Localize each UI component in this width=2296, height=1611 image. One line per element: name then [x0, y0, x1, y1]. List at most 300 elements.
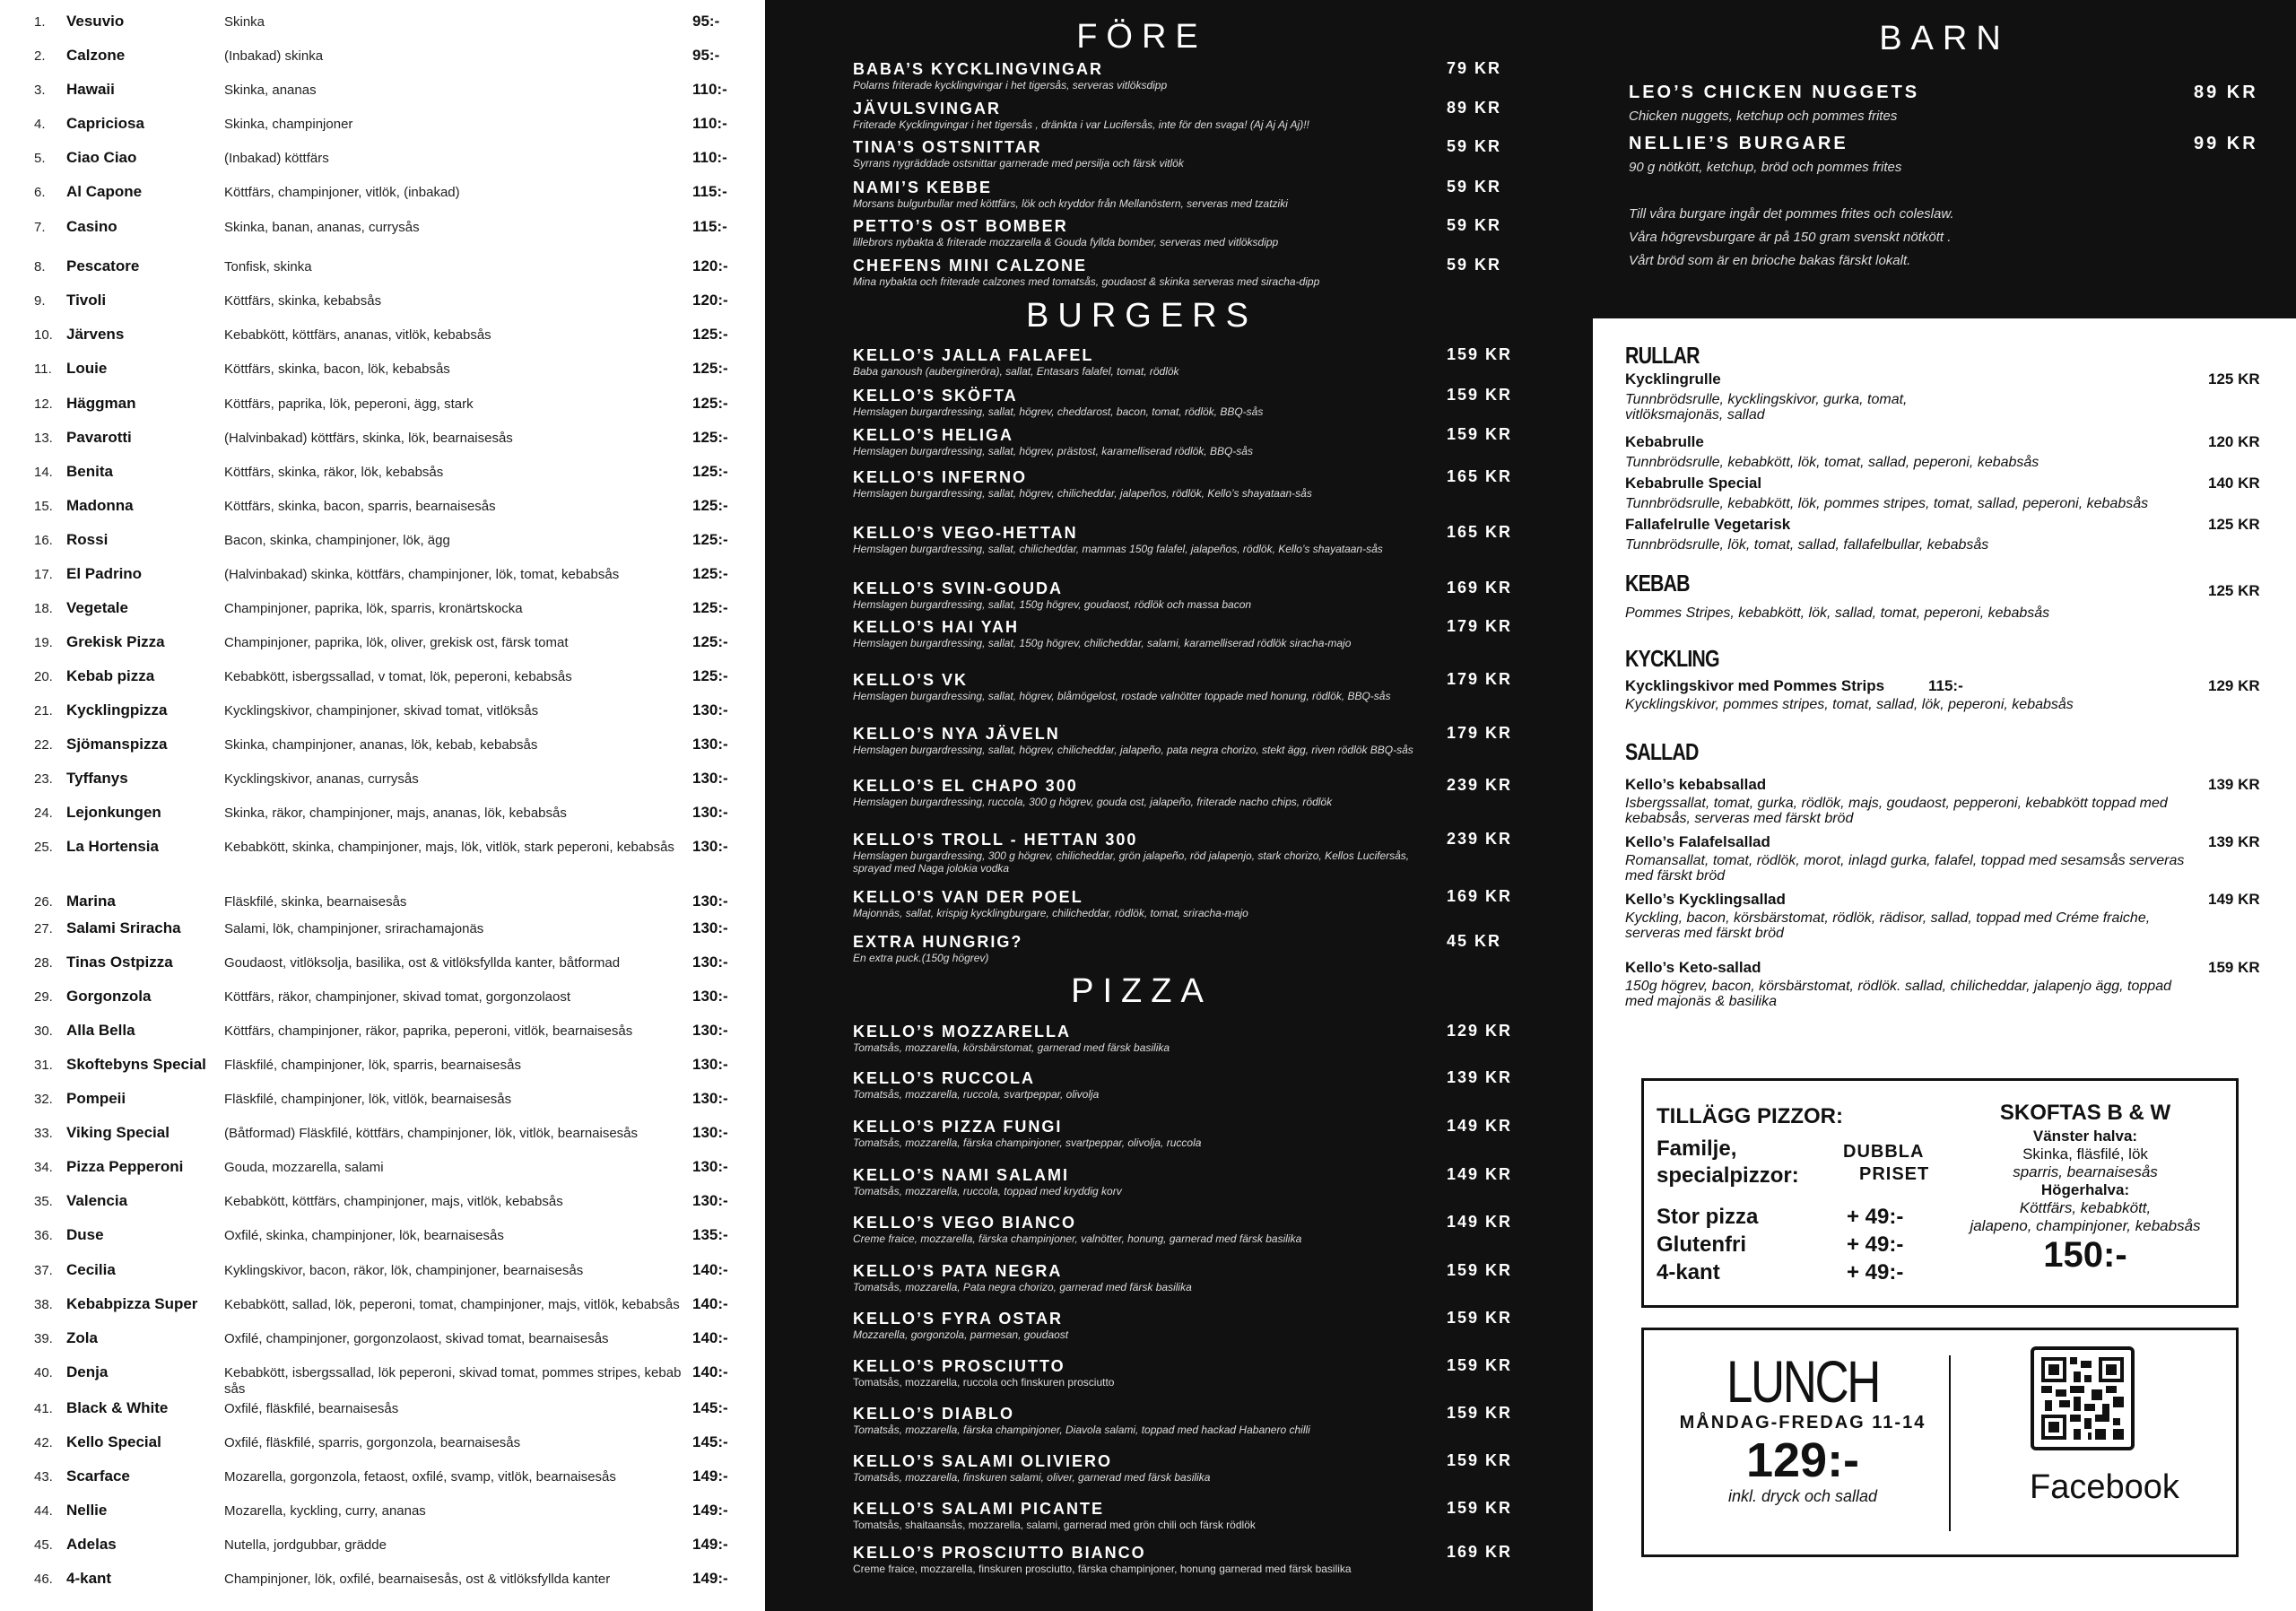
pizza-number: 38.	[34, 1297, 53, 1312]
menu-item	[853, 932, 1427, 964]
menu-item-desc: Tomatsås, mozzarella, färska champinjoner, svartpeppar, olivolja, ruccola	[853, 1136, 1202, 1149]
pizza-price: 140:-	[692, 1329, 728, 1346]
pizza-desc: (Halvinbakad) skinka, köttfärs, champinjoner, lök, tomat, kebabsås	[224, 567, 620, 582]
pizza-desc: Kebabkött, köttfärs, ananas, vitlök, kebabsås	[224, 327, 491, 343]
pizza-name: Alla Bella	[66, 1022, 135, 1039]
pizza-desc: Skinka, ananas	[224, 83, 317, 98]
menu-item-name: KELLO’S PROSCIUTTO BIANCO	[853, 1544, 1146, 1562]
pizza-row	[0, 1158, 765, 1189]
pizza-row	[0, 1124, 765, 1154]
pizza-row	[0, 919, 765, 950]
pizza-row	[0, 218, 765, 248]
pizza-desc: Champinjoner, paprika, lök, sparris, kronärtskocka	[224, 601, 523, 616]
pizza-name: Kebab pizza	[66, 667, 155, 684]
pizza-name: Hawaii	[66, 81, 115, 98]
menu-item-price: 179 KR	[1447, 617, 1513, 635]
pizza-price: 125:-	[692, 326, 728, 343]
pizza-price: 110:-	[692, 81, 727, 98]
menu-item	[853, 1068, 1427, 1101]
sallad-item-price: 149 KR	[2208, 891, 2260, 908]
pizza-price: 130:-	[692, 838, 728, 855]
pizza-price: 130:-	[692, 1090, 728, 1107]
menu-item	[853, 670, 1427, 702]
menu-item-name: KELLO’S HELIGA	[853, 426, 1014, 444]
pizza-number: 17.	[34, 567, 53, 582]
pizza-number: 34.	[34, 1160, 53, 1175]
pizza-name: Vegetale	[66, 599, 128, 616]
pizza-number: 9.	[34, 293, 46, 309]
menu-item-desc: Hemslagen burgardressing, sallat, högrev, chilicheddar, jalapeños, rödlök, Kello’s shayataan-sås	[853, 487, 1312, 500]
pizza-desc: Fläskfilé, skinka, bearnaisesås	[224, 894, 407, 910]
pizza-desc: Gouda, mozzarella, salami	[224, 1160, 384, 1175]
pizza-number: 1.	[34, 14, 46, 30]
menu-item-name: KELLO’S NAMI SALAMI	[853, 1166, 1069, 1184]
pizza-price: 130:-	[692, 954, 728, 971]
pizza-number: 19.	[34, 635, 53, 650]
pizza-row	[0, 770, 765, 800]
pizza-row	[0, 13, 765, 43]
menu-item-price: 169 KR	[1447, 887, 1513, 905]
menu-item-price: 79 KR	[1447, 59, 1502, 77]
pizza-row	[0, 326, 765, 356]
pizza-number: 5.	[34, 151, 46, 166]
pizza-row	[0, 565, 765, 596]
menu-item-name: KELLO’S TROLL - HETTAN 300	[853, 831, 1138, 849]
pizza-name: Pescatore	[66, 257, 140, 274]
pizza-name: Kello Special	[66, 1433, 161, 1450]
lunch-note: inkl. dryck och sallad	[1727, 1487, 1878, 1505]
rullar-item-name: Fallafelrulle Vegetarisk	[1625, 516, 1791, 533]
skoftas-title: SKOFTAS B & W	[1999, 1101, 2171, 1125]
menu-item-price: 169 KR	[1447, 579, 1513, 597]
rullar-item-price: 125 KR	[2208, 516, 2260, 533]
pizza-desc: Oxfilé, fläskfilé, bearnaisesås	[224, 1401, 399, 1416]
pizza-number: 39.	[34, 1331, 53, 1346]
menu-item-price: 129 KR	[1447, 1022, 1513, 1040]
menu-item-name: KELLO’S FYRA OSTAR	[853, 1310, 1063, 1328]
menu-item	[853, 1213, 1427, 1245]
pizza-price: 125:-	[692, 667, 728, 684]
pizza-row	[0, 988, 765, 1018]
pizza-price: 130:-	[692, 1192, 728, 1209]
menu-item-name: KELLO’S NYA JÄVELN	[853, 725, 1060, 743]
menu-item	[853, 216, 1427, 248]
pizza-name: Zola	[66, 1329, 98, 1346]
pizza-name: Tinas Ostpizza	[66, 954, 173, 971]
pizza-desc: Oxfilé, skinka, champinjoner, lök, bearnaisesås	[224, 1228, 504, 1243]
pizza-row	[0, 1329, 765, 1360]
menu-item-name: KELLO’S VK	[853, 671, 969, 689]
pizza-number: 21.	[34, 703, 53, 718]
pizza-name: Vesuvio	[66, 13, 125, 30]
menu-item-desc: Hemslagen burgardressing, sallat, högrev, cheddarost, bacon, tomat, rödlök, BBQ-sås	[853, 405, 1264, 418]
pizza-name: Salami Sriracha	[66, 919, 181, 936]
menu-item	[853, 1543, 1427, 1575]
pizza-desc: Bacon, skinka, champinjoner, lök, ägg	[224, 533, 450, 548]
menu-item-name: KELLO’S SALAMI OLIVIERO	[853, 1452, 1113, 1470]
rullar-item-price: 125 KR	[2208, 370, 2260, 388]
sallad-item-name: Kello’s Falafelsallad	[1625, 833, 1770, 850]
barn-item-desc: Chicken nuggets, ketchup och pommes frites	[1629, 109, 1898, 124]
rullar-item-name: Kebabrulle	[1625, 433, 1704, 450]
menu-item-desc: Mozzarella, gorgonzola, parmesan, goudaost	[853, 1328, 1069, 1341]
menu-item-desc: Polarns friterade kycklingvingar i het tigersås, serveras vitlöksdipp	[853, 79, 1168, 91]
pizza-number: 14.	[34, 465, 53, 480]
pizza-row	[0, 429, 765, 459]
menu-item	[853, 345, 1427, 378]
menu-item-name: KELLO’S SVIN-GOUDA	[853, 579, 1064, 597]
pizza-number: 20.	[34, 669, 53, 684]
pizza-row	[0, 292, 765, 322]
kyckling-name: Kycklingskivor med Pommes Strips	[1625, 677, 1885, 694]
pizza-desc: Köttfärs, champinjoner, räkor, paprika, peperoni, vitlök, bearnaisesås	[224, 1023, 633, 1039]
pizza-desc: Köttfärs, skinka, bacon, sparris, bearnaisesås	[224, 499, 496, 514]
menu-item	[853, 1309, 1427, 1341]
pizza-desc: Skinka	[224, 14, 265, 30]
pizza-number: 22.	[34, 737, 53, 753]
barn-note: Vårt bröd som är en brioche bakas färskt lokalt.	[1629, 253, 1911, 268]
rullar-item-desc: Tunnbrödsrulle, kebabkött, lök, tomat, sallad, peperoni, kebabsås	[1625, 455, 2039, 470]
pizza-number: 41.	[34, 1401, 53, 1416]
pizza-number: 46.	[34, 1572, 53, 1587]
pizza-number: 42.	[34, 1435, 53, 1450]
pizza-number: 43.	[34, 1469, 53, 1485]
pizza-name: Louie	[66, 360, 108, 377]
pizza-row	[0, 257, 765, 288]
sallad-item-name: Kello’s Keto-sallad	[1625, 959, 1761, 976]
kyckling-extra: 115:-	[1928, 677, 1963, 694]
menu-item-price: 159 KR	[1447, 345, 1513, 363]
pizza-price: 120:-	[692, 257, 728, 274]
menu-item	[853, 386, 1427, 418]
pizza-number: 23.	[34, 771, 53, 787]
pizza-name: Gorgonzola	[66, 988, 152, 1005]
barn-item-name: NELLIE’S BURGARE	[1629, 134, 1848, 153]
pizza-number: 11.	[34, 361, 52, 377]
pizza-name: Tivoli	[66, 292, 107, 309]
pizza-price: 125:-	[692, 395, 728, 412]
pizza-price: 140:-	[692, 1295, 728, 1312]
kyckling-heading: KYCKLING	[1625, 645, 1719, 672]
sallad-item-price: 159 KR	[2208, 959, 2260, 976]
pizza-name: Nellie	[66, 1502, 108, 1519]
pizza-number: 15.	[34, 499, 53, 514]
pizza-name: Pizza Pepperoni	[66, 1158, 184, 1175]
rullar-item-name: Kycklingrulle	[1625, 370, 1721, 388]
pizza-price: 130:-	[692, 804, 728, 821]
menu-item-name: JÄVULSVINGAR	[853, 100, 1002, 118]
qr-code-icon	[2041, 1357, 2124, 1440]
pizza-number: 40.	[34, 1365, 53, 1380]
rullar-item-name: Kebabrulle Special	[1625, 475, 1762, 492]
pizza-desc: Kycklingskivor, ananas, currysås	[224, 771, 419, 787]
pizza-row	[0, 1295, 765, 1326]
pizza-price: 110:-	[692, 149, 727, 166]
pizza-price: 130:-	[692, 1022, 728, 1039]
sallad-item-name: Kello’s kebabsallad	[1625, 776, 1767, 793]
barn-note: Våra högrevsburgare är på 150 gram svenskt nötkött .	[1629, 230, 1952, 245]
pizza-desc: Nutella, jordgubbar, grädde	[224, 1537, 387, 1553]
pizza-row	[0, 667, 765, 698]
rullar-item-desc: Tunnbrödsrulle, lök, tomat, sallad, fallafelbullar, kebabsås	[1625, 537, 1989, 553]
pizza-number: 27.	[34, 921, 53, 936]
pizza-number: 6.	[34, 185, 46, 200]
qr-code[interactable]	[2031, 1346, 2135, 1450]
pizza-desc: Kebabkött, sallad, lök, peperoni, tomat, champinjoner, majs, vitlök, kebabsås	[224, 1297, 680, 1312]
pizza-name: Kycklingpizza	[66, 701, 168, 718]
menu-item	[853, 1356, 1427, 1389]
pizza-desc: Salami, lök, champinjoner, srirachamajonäs	[224, 921, 484, 936]
menu-item-desc: Hemslagen burgardressing, sallat, högrev, prästost, karamelliserad rödlök, BBQ-sås	[853, 445, 1253, 457]
menu-item-name: KELLO’S PATA NEGRA	[853, 1262, 1063, 1280]
tillagg-familje: Familje,	[1657, 1136, 1737, 1161]
pizza-row	[0, 47, 765, 77]
pizza-name: Häggman	[66, 395, 136, 412]
pizza-name: Ciao Ciao	[66, 149, 137, 166]
tillagg-dubbla: DUBBLA	[1843, 1142, 1925, 1162]
menu-item-desc: Syrrans nygräddade ostsnittar garnerade med persilja och färsk vitlök	[853, 157, 1184, 170]
menu-item-name: EXTRA HUNGRIG?	[853, 933, 1023, 951]
rullar-item-price: 120 KR	[2208, 433, 2260, 450]
menu-item-desc: Hemslagen burgardressing, 300 g högrev, chilicheddar, grön jalapeño, röd jalapenjo, stark chorizo, Kellos Lucifersås, sprayad med Naga jolokia vodka	[853, 849, 1410, 875]
tillagg-row-label: 4-kant	[1657, 1260, 1720, 1284]
pizza-desc: Kebabkött, isbergssallad, lök peperoni, skivad tomat, pommes stripes, kebab sås	[224, 1365, 682, 1397]
pizza-price: 135:-	[692, 1226, 728, 1243]
sallad-item-price: 139 KR	[2208, 776, 2260, 793]
pizza-name: Capriciosa	[66, 115, 144, 132]
pizza-price: 149:-	[692, 1467, 728, 1485]
menu-item-desc: Tomatsås, shaitaansås, mozzarella, salami, garnerad med grön chili och färsk rödlök	[853, 1519, 1256, 1531]
pizza-name: Casino	[66, 218, 117, 235]
sallad-item-price: 139 KR	[2208, 833, 2260, 850]
tillagg-title: TILLÄGG PIZZOR:	[1657, 1104, 1843, 1128]
tillagg-row-price: + 49:-	[1847, 1232, 1904, 1257]
tillagg-special: specialpizzor:	[1657, 1163, 1799, 1188]
pizza-name: Cecilia	[66, 1261, 116, 1278]
kyckling-price: 129 KR	[2208, 677, 2260, 694]
skoftas-left-desc: Skinka, fläsfilé, lök	[2022, 1145, 2148, 1163]
pizza-name: Viking Special	[66, 1124, 170, 1141]
menu-item-price: 165 KR	[1447, 467, 1513, 485]
pizza-desc: (Halvinbakad) köttfärs, skinka, lök, bearnaisesås	[224, 431, 513, 446]
pizza-number: 31.	[34, 1058, 53, 1073]
pizza-desc: Köttfärs, skinka, räkor, lök, kebabsås	[224, 465, 444, 480]
kebab-price: 125 KR	[2208, 582, 2260, 599]
menu-item-name: TINA’S OSTSNITTAR	[853, 138, 1042, 156]
pizza-row	[0, 1261, 765, 1292]
menu-item	[853, 1117, 1427, 1149]
pizza-row	[0, 633, 765, 664]
menu-item	[853, 1261, 1427, 1293]
pizza-desc: Mozarella, kyckling, curry, ananas	[224, 1503, 426, 1519]
pizza-row	[0, 149, 765, 179]
pizza-desc: (Inbakad) köttfärs	[224, 151, 329, 166]
skoftas-left-label: Vänster halva:	[2032, 1128, 2138, 1145]
pizza-number: 32.	[34, 1092, 53, 1107]
menu-item	[853, 256, 1427, 288]
menu-item	[853, 579, 1427, 611]
menu-item-price: 59 KR	[1447, 256, 1502, 274]
rullar-item-desc: Tunnbrödsrulle, kycklingskivor, gurka, tomat, vitlöksmajonäs, sallad	[1625, 392, 1908, 422]
menu-item-desc: lillebrors nybakta & friterade mozzarella & Gouda fyllda bomber, serveras med vitlöksdipp	[853, 236, 1279, 248]
pizza-price: 125:-	[692, 565, 728, 582]
barn-item-price: 89 KR	[2194, 83, 2258, 102]
pizza-price: 130:-	[692, 1056, 728, 1073]
lunch-title: LUNCH	[1726, 1348, 1879, 1415]
pizza-name: Kebabpizza Super	[66, 1295, 198, 1312]
menu-item-price: 59 KR	[1447, 178, 1502, 196]
pizza-number: 36.	[34, 1228, 53, 1243]
pizza-number: 29.	[34, 989, 53, 1005]
pizza-price: 145:-	[692, 1433, 728, 1450]
pizza-number: 30.	[34, 1023, 53, 1039]
pizza-row	[0, 1433, 765, 1464]
menu-item-price: 89 KR	[1447, 99, 1502, 117]
pizza-number: 2.	[34, 48, 46, 64]
barn-item-name: LEO’S CHICKEN NUGGETS	[1629, 83, 1920, 102]
sallad-item-desc: Isbergssallat, tomat, gurka, rödlök, majs, goudaost, pepperoni, kebabkött toppad med kebabsås, serveras med färskt bröd	[1625, 796, 2168, 826]
pizza-row	[0, 1192, 765, 1223]
pizza-price: 125:-	[692, 599, 728, 616]
menu-item	[853, 425, 1427, 457]
menu-item-desc: Majonnäs, sallat, krispig kycklingburgare, chilicheddar, rödlök, tomat, sriracha-majo	[853, 907, 1248, 919]
menu-item-price: 149 KR	[1447, 1213, 1513, 1231]
pizza-name: Valencia	[66, 1192, 128, 1209]
menu-item	[853, 1022, 1427, 1054]
menu-item	[853, 99, 1427, 131]
pizza-desc: Skinka, champinjoner, ananas, lök, kebab, kebabsås	[224, 737, 538, 753]
pizza-row	[0, 736, 765, 766]
pizza-heading: PIZZA	[1071, 972, 1213, 1010]
pizza-price: 115:-	[692, 218, 727, 235]
menu-item-name: KELLO’S INFERNO	[853, 468, 1028, 486]
pizza-number: 18.	[34, 601, 53, 616]
menu-item	[853, 1499, 1427, 1531]
pizza-number: 37.	[34, 1263, 53, 1278]
skoftas-price: 150:-	[2043, 1235, 2127, 1275]
lunch-box	[1641, 1328, 2239, 1557]
facebook-label[interactable]: Facebook	[2030, 1468, 2179, 1506]
menu-item-price: 159 KR	[1447, 1356, 1513, 1374]
pizza-desc: Tonfisk, skinka	[224, 259, 312, 274]
menu-item-name: KELLO’S SKÖFTA	[853, 387, 1018, 405]
pizza-name: 4-kant	[66, 1570, 112, 1587]
menu-item-name: KELLO’S VEGO BIANCO	[853, 1214, 1077, 1232]
pizza-number: 12.	[34, 396, 53, 412]
rullar-item-desc: Tunnbrödsrulle, kebabkött, lök, pommes stripes, tomat, sallad, peperoni, kebabsås	[1625, 496, 2149, 511]
menu-item-desc: Creme fraice, mozzarella, finskuren prosciutto, färska champinjoner, honung garnerad med färsk basilika	[853, 1563, 1352, 1575]
pizza-name: Pompeii	[66, 1090, 126, 1107]
menu-item-desc: Hemslagen burgardressing, sallat, 150g högrev, goudaost, rödlök och massa bacon	[853, 598, 1252, 611]
pizza-price: 110:-	[692, 115, 727, 132]
pizza-number: 45.	[34, 1537, 53, 1553]
menu-item-price: 159 KR	[1447, 1404, 1513, 1422]
pizza-price: 130:-	[692, 1124, 728, 1141]
menu-item-desc: Tomatsås, mozzarella, ruccola, svartpeppar, olivolja	[853, 1088, 1100, 1101]
pizza-desc: Kebabkött, skinka, champinjoner, majs, lök, vitlök, stark peperoni, kebabsås	[224, 840, 674, 855]
skoftas-right-desc: Köttfärs, kebabkött,	[2019, 1199, 2152, 1216]
menu-item	[853, 523, 1427, 555]
pizza-row	[0, 1399, 765, 1430]
menu-item-name: KELLO’S JALLA FALAFEL	[853, 346, 1094, 364]
menu-item-price: 239 KR	[1447, 830, 1513, 848]
pizza-row	[0, 599, 765, 630]
pizza-number: 8.	[34, 259, 46, 274]
menu-item	[853, 724, 1427, 756]
pizza-row	[0, 701, 765, 732]
pizza-desc: Champinjoner, lök, oxfilé, bearnaisesås, ost & vitlöksfyllda kanter	[224, 1572, 611, 1587]
pizza-price: 125:-	[692, 531, 728, 548]
pizza-desc: Kycklingskivor, champinjoner, skivad tomat, vitlöksås	[224, 703, 539, 718]
pizza-number: 13.	[34, 431, 53, 446]
sallad-item-name: Kello’s Kycklingsallad	[1625, 891, 1786, 908]
pizza-price: 149:-	[692, 1502, 728, 1519]
pizza-row	[0, 1022, 765, 1052]
menu-item-name: KELLO’S VAN DER POEL	[853, 888, 1083, 906]
menu-item-price: 159 KR	[1447, 1451, 1513, 1469]
pizza-desc: Köttfärs, champinjoner, vitlök, (inbakad)	[224, 185, 460, 200]
pizza-desc: Fläskfilé, champinjoner, lök, vitlök, bearnaisesås	[224, 1092, 512, 1107]
pizza-row	[0, 954, 765, 984]
pizza-price: 95:-	[692, 13, 720, 30]
menu-item-name: KELLO’S MOZZARELLA	[853, 1023, 1071, 1041]
menu-item-price: 159 KR	[1447, 1261, 1513, 1279]
menu-item	[853, 1451, 1427, 1484]
skoftas-bw	[1951, 1101, 2220, 1275]
pizza-desc: Skinka, champinjoner	[224, 117, 353, 132]
menu-item-desc: Mina nybakta och friterade calzones med tomatsås, goudaost & skinka serveras med siracha-dipp	[853, 275, 1320, 288]
pizza-row	[0, 893, 765, 923]
pizza-desc: Champinjoner, paprika, lök, oliver, grekisk ost, färsk tomat	[224, 635, 569, 650]
pizza-number: 24.	[34, 806, 53, 821]
pizza-list	[0, 0, 765, 1611]
pizza-row	[0, 115, 765, 145]
kebab-desc: Pommes Stripes, kebabkött, lök, sallad, tomat, peperoni, kebabsås	[1625, 605, 2050, 621]
menu-item-desc: Hemslagen burgardressing, sallat, högrev, blåmögelost, rostade valnötter toppade med honung, rödlök, BBQ-sås	[853, 690, 1391, 702]
pizza-price: 130:-	[692, 736, 728, 753]
menu-item-name: PETTO’S OST BOMBER	[853, 217, 1068, 235]
pizza-name: Black & White	[66, 1399, 169, 1416]
menu-item	[853, 617, 1427, 649]
menu-middle-panel	[765, 0, 1593, 1611]
menu-item-desc: Tomatsås, mozzarella, finskuren salami, oliver, garnerad med färsk basilika	[853, 1471, 1211, 1484]
menu-item-name: KELLO’S DIABLO	[853, 1405, 1014, 1423]
pizza-row	[0, 360, 765, 390]
pizza-row	[0, 395, 765, 425]
pizza-name: Marina	[66, 893, 116, 910]
pizza-price: 130:-	[692, 919, 728, 936]
pizza-number: 25.	[34, 840, 53, 855]
pizza-price: 140:-	[692, 1363, 728, 1380]
menu-item-price: 149 KR	[1447, 1165, 1513, 1183]
pizza-price: 95:-	[692, 47, 720, 64]
pizza-price: 149:-	[692, 1570, 728, 1587]
pizza-name: Denja	[66, 1363, 109, 1380]
lunch-divider	[1949, 1355, 1951, 1531]
barn-item-price: 99 KR	[2194, 134, 2258, 153]
skoftas-right-desc: jalapeno, champinjoner, kebabsås	[1970, 1217, 2201, 1234]
tillagg-row-label: Glutenfri	[1657, 1232, 1746, 1257]
skoftas-right-label: Högerhalva:	[2040, 1181, 2130, 1198]
pizza-desc: (Inbakad) skinka	[224, 48, 324, 64]
pizza-row	[0, 1467, 765, 1498]
pizza-price: 125:-	[692, 360, 728, 377]
menu-item	[853, 887, 1427, 919]
menu-item-desc: Morsans bulgurbullar med köttfärs, lök och kryddor från Mellanöstern, serveras med tzatziki	[853, 197, 1288, 210]
kyckling-desc: Kycklingskivor, pommes stripes, tomat, sallad, lök, peperoni, kebabsås	[1625, 697, 2074, 712]
skoftas-left-desc: sparris, bearnaisesås	[2013, 1163, 2158, 1180]
menu-item-name: KELLO’S VEGO-HETTAN	[853, 524, 1078, 542]
